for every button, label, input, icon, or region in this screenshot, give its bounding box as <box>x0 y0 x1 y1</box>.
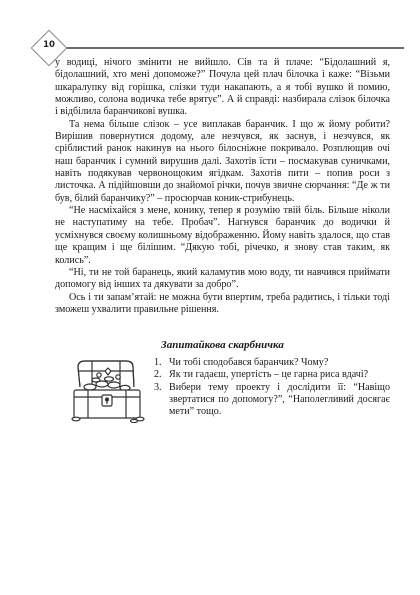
page-number: 10 <box>43 40 55 50</box>
question-item <box>154 369 390 381</box>
question-number: 2. <box>154 369 162 381</box>
paragraph: “Ні, ти не той баранець, який каламутив мою воду, ти навчився приймати допомогу від інших та дякувати за добро”. <box>55 266 390 291</box>
story-text <box>55 57 390 316</box>
section-title: Запитайкова скарбничка <box>161 339 284 351</box>
question-text: Як ти гадаєш, упертість – це гарна риса вдачі? <box>169 369 369 381</box>
question-item <box>154 382 390 419</box>
question-number: 1. <box>154 357 162 368</box>
paragraph: у водиці, нічого змінити не вийшло. Сів та й плаче: “Бідолашний я, бідолашний, хто мені допоможе?” Почула цей плач білочка і каже: “Візьми шкаралупку від горішка, слізки туди накапають, а я тобі вушко й помию, можливо, солона водичка тебе врятує”. А й справді: назбирала слізок білочка і відбілила баранчикові вушка. <box>55 57 390 118</box>
treasure-chest-icon <box>68 357 146 423</box>
header-rule <box>66 47 404 49</box>
paragraph: Та нема більше слізок – усе виплакав баранчик. І що ж йому робити? Вирішив повернутися додому, але незчувся, як заснув, і незчувся, як сріблистий ранок накинув на нього білосніжне покривало. Розплющив очі наш баранчик і сумний вирушив далі. Захотів їсти – посмакував суничками, навіть подякував червонощоким ягідкам. Захотів пити – попив роси з листочка. А підійшовши до знайомої річки, почув звичне сюрчання: “Де ж ти був, білий баранчику?” – просюрчав коник-стрибунець. <box>55 118 390 204</box>
question-text: Чи тобі сподобався баранчик? Чому? <box>169 357 329 368</box>
question-list <box>154 357 390 419</box>
paragraph: “Не насміхайся з мене, конику, тепер я розумію твій біль. Більше ніколи не наступатиму на тебе. Пробач”. Нагнувся баранчик до водички й усміхнувся своєму колишньому відображенню. Йому навіть здалося, що став ще кращим і ще білішим. “Дякую тобі, річечко, я знову став таким, як колись”. <box>55 205 390 266</box>
page-header <box>24 38 404 58</box>
paragraph: Ось і ти запам’ятай: не можна бути впертим, треба радитись, і тільки тоді зможеш ухвалити правильне рішення. <box>55 291 390 315</box>
question-number: 3. <box>154 381 162 393</box>
question-text: Вибери тему проекту і дослідити її: “Навіщо звертатися по допомогу?”, “Наполегливий досягає мети” тощо. <box>169 381 390 418</box>
question-item <box>154 357 390 369</box>
